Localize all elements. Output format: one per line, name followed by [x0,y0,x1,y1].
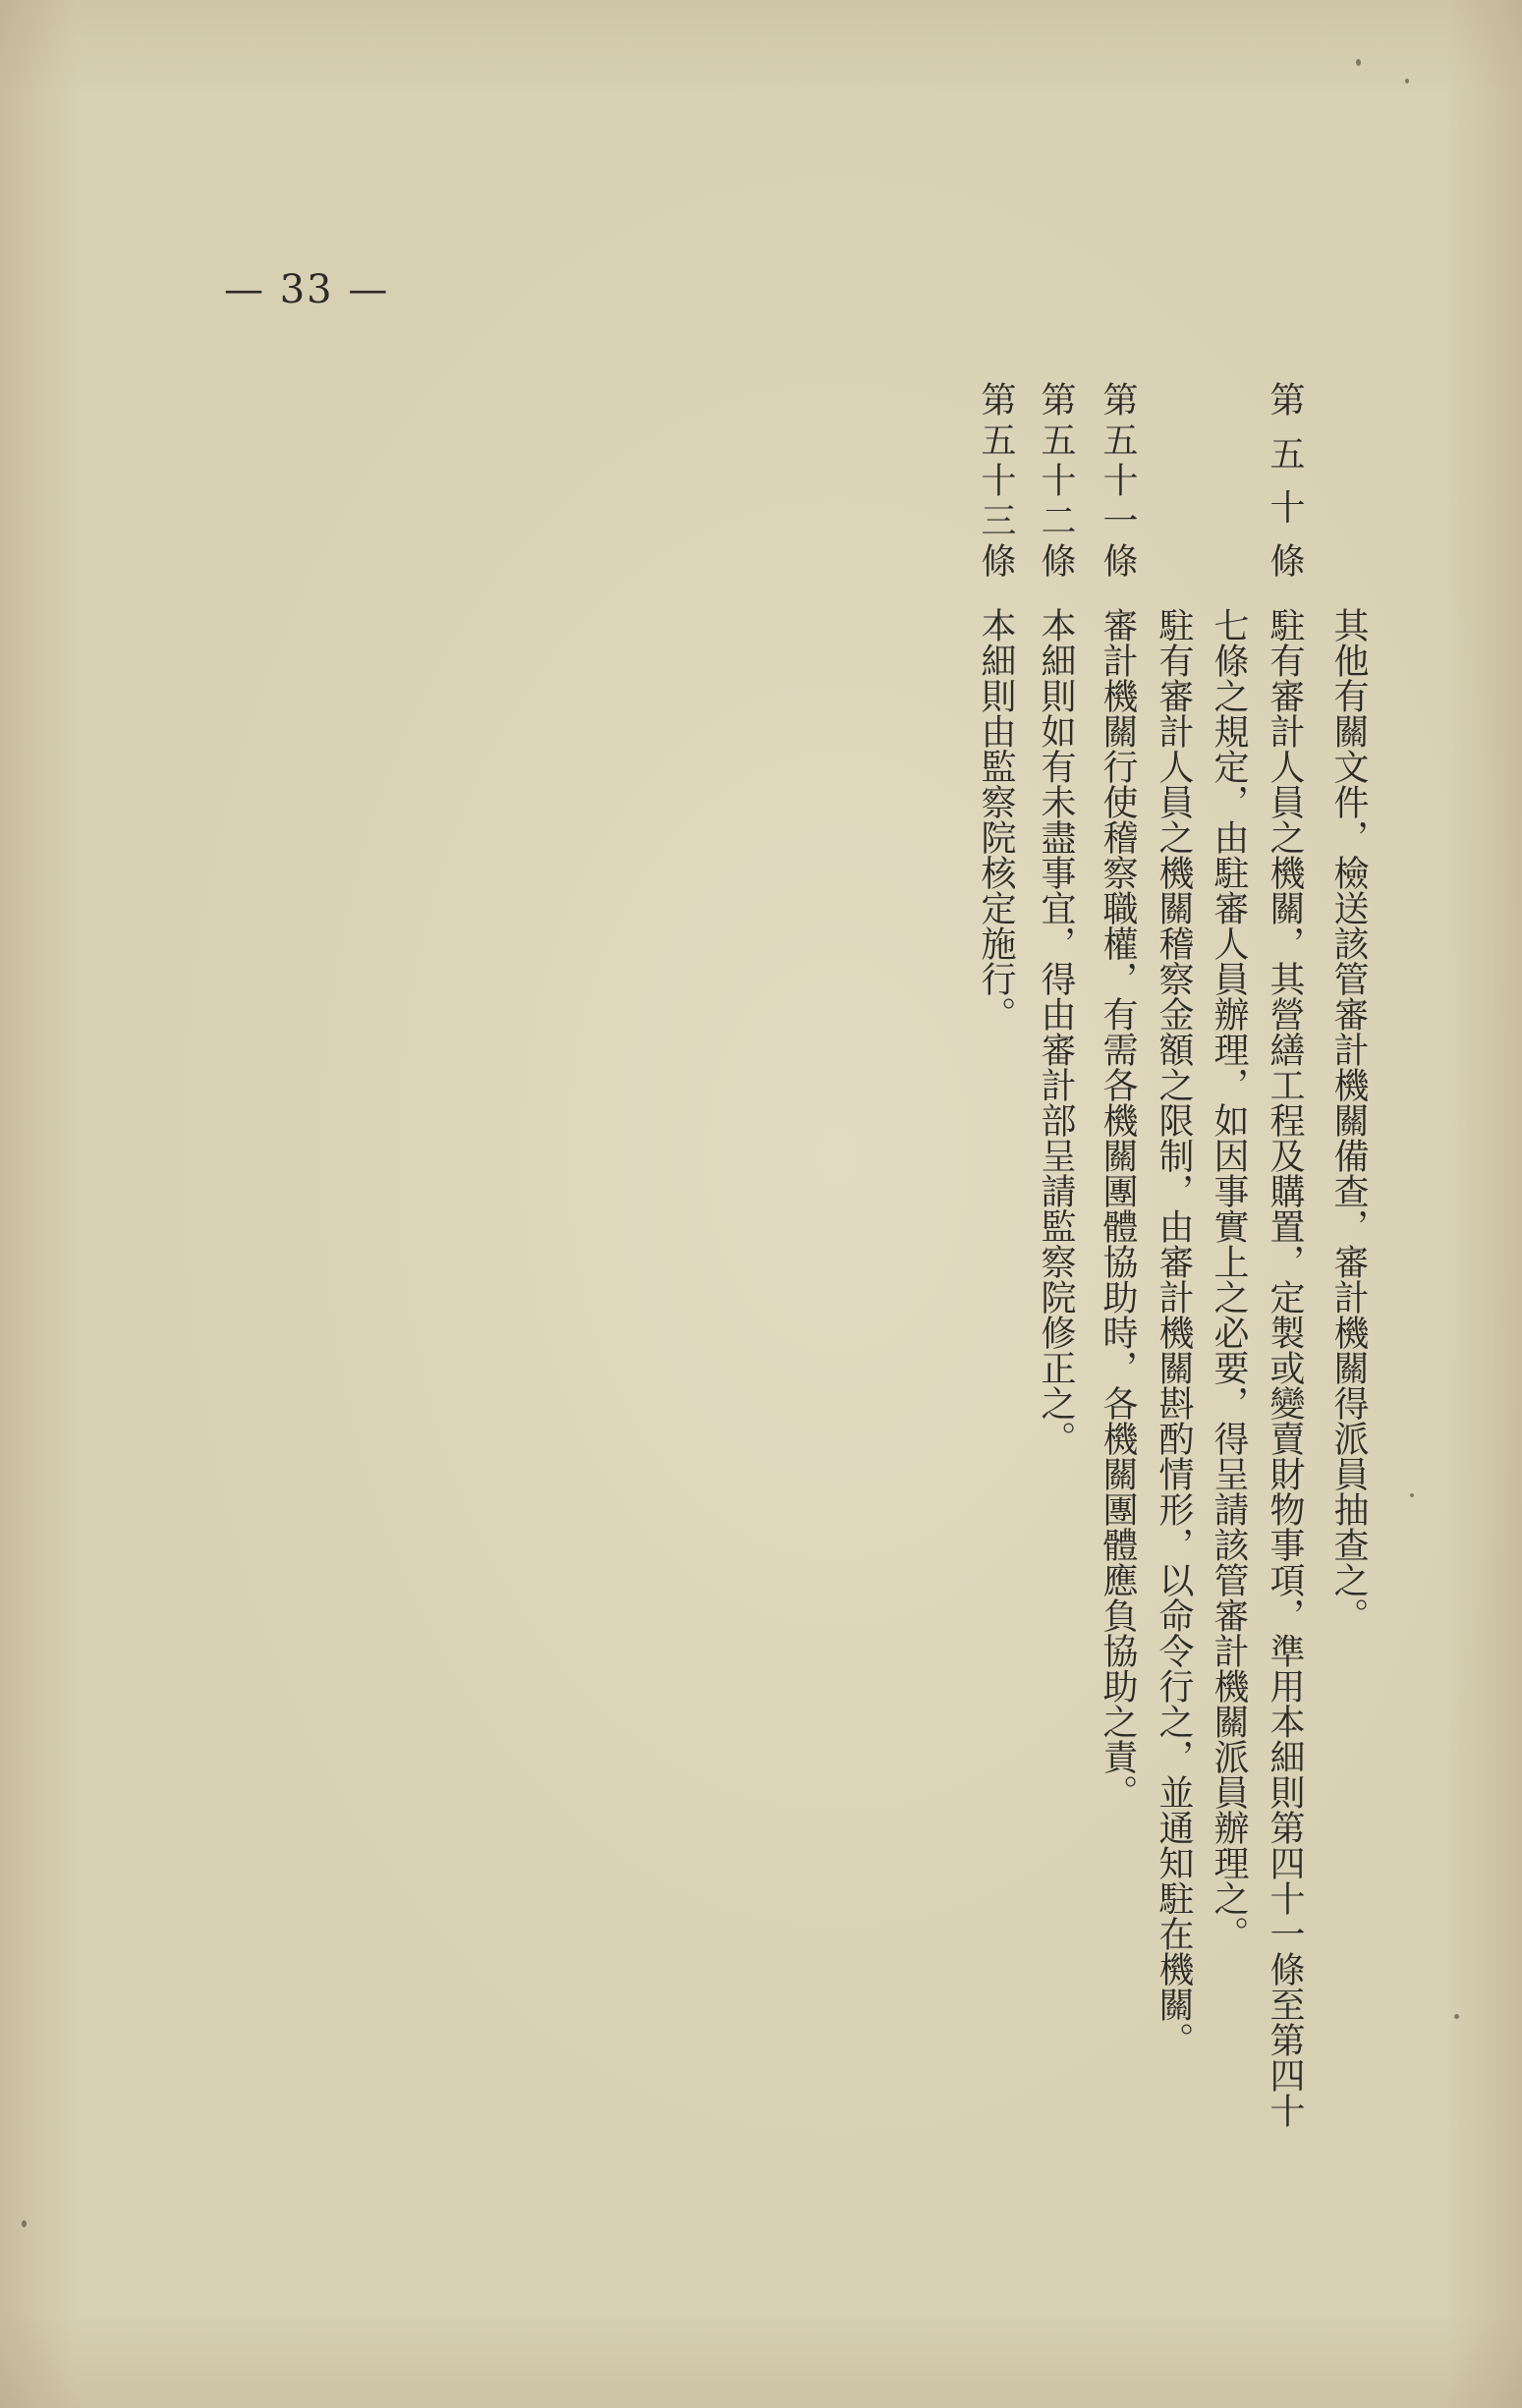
continued-text: 其他有關文件，檢送該管審計機關備查，審計機關得派員抽查之。 [1328,607,1369,1633]
article-text-line: 駐有審計人員之機關，其營繕工程及購置，定製或變賣財物事項，準用本細則第四十一條至第四十 [1265,607,1305,2128]
paper-speck [1356,59,1361,66]
article-label: 第五十二條 [1036,381,1076,578]
article-text-line: 本細則由監察院核定施行。 [976,607,1016,1032]
article-text-line: 駐有審計人員之機關稽察金額之限制，由審計機關斟酌情形，以命令行之，並通知駐在機關。 [1154,607,1194,2057]
paper-speck [22,2220,27,2227]
article-text-line: 本細則如有未盡事宜，得由審計部呈請監察院修正之。 [1036,607,1076,1456]
article-label: 第五十條 [1265,381,1305,578]
article-text-line: 審計機關行使稽察職權，有需各機關團體協助時，各機關團體應負協助之責。 [1098,607,1138,1810]
page-number: — 33 — [224,267,390,312]
article-text-line: 七條之規定，由駐審人員辦理，如因事實上之必要，得呈請該管審計機關派員辦理之。 [1209,607,1249,1951]
article-label: 第五十三條 [976,381,1016,578]
paper-speck [1410,1493,1414,1497]
paper-speck [1454,2014,1459,2019]
paper-speck [1405,79,1409,84]
article-label: 第五十一條 [1098,381,1138,578]
